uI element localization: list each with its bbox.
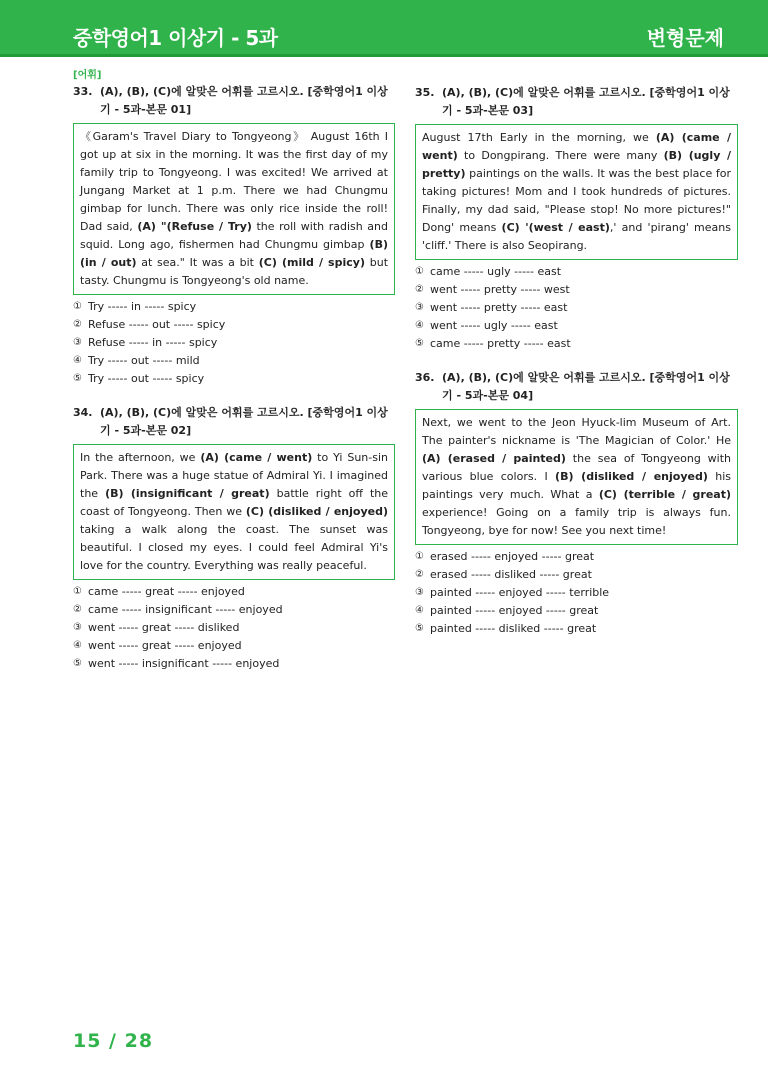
option-text: erased ----- disliked ----- great	[430, 568, 592, 581]
question-36	[415, 369, 738, 638]
passage-text: to Dongpirang. There were many	[457, 149, 664, 162]
option-number: ⑤	[415, 623, 424, 634]
answer-option	[415, 602, 738, 620]
passage-text: In the afternoon, we	[80, 451, 201, 464]
vocab-choice: (A) (came / went)	[422, 131, 731, 162]
question-prompt: (A), (B), (C)에 알맞은 어휘를 고르시오. [중학영어1 이상기 - 5과-본문 02]	[100, 406, 388, 437]
passage-text: taking a walk along the coast. The sunset was beautiful. I closed my eyes. I could feel Admiral Yi's love for the country. Everything was really peaceful.	[80, 523, 388, 572]
option-number: ③	[415, 587, 424, 598]
document-type: 변형문제	[646, 26, 724, 50]
option-number: ③	[73, 622, 82, 633]
vocab-choice: (A) (came / went)	[200, 451, 313, 464]
option-number: ③	[73, 337, 82, 348]
option-number: ①	[73, 301, 82, 312]
question-header	[415, 369, 738, 405]
answer-option	[73, 619, 395, 637]
answer-option	[415, 566, 738, 584]
option-number: ②	[415, 569, 424, 580]
question-header	[73, 83, 395, 119]
vocab-choice: (A) "(Refuse / Try)	[137, 220, 252, 233]
section-label: [어휘]	[73, 70, 102, 81]
answer-option	[415, 281, 738, 299]
vocab-choice: (C) (disliked / enjoyed)	[245, 505, 388, 518]
vocab-choice: (C) (mild / spicy)	[258, 256, 365, 269]
option-number: ④	[415, 320, 424, 331]
left-column	[73, 66, 395, 689]
question-number: 35.	[415, 86, 435, 99]
passage-text: the sea of Tongyeong with various blue colors. I	[422, 452, 732, 483]
option-text: Try ----- in ----- spicy	[88, 300, 197, 313]
passage-box	[415, 124, 738, 260]
option-number: ④	[73, 355, 82, 366]
answer-option	[415, 299, 738, 317]
option-number: ②	[73, 604, 82, 615]
option-text: went ----- pretty ----- east	[430, 301, 568, 314]
passage-text: at sea." It was a bit	[136, 256, 259, 269]
right-column	[415, 84, 738, 654]
question-prompt: (A), (B), (C)에 알맞은 어휘를 고르시오. [중학영어1 이상기 - 5과-본문 01]	[100, 85, 388, 116]
document-title: 중학영어1 이상기 - 5과	[73, 26, 278, 50]
option-text: came ----- great ----- enjoyed	[88, 585, 245, 598]
vocab-choice: (A) (erased / painted)	[422, 452, 566, 465]
option-text: came ----- insignificant ----- enjoyed	[88, 603, 283, 616]
passage-text: ,' and 'pirang' means 'cliff.' There is also Seopirang.	[422, 221, 731, 252]
option-text: went ----- insignificant ----- enjoyed	[88, 657, 280, 670]
answer-option	[73, 334, 395, 352]
answer-option	[415, 335, 738, 353]
question-header	[415, 84, 738, 120]
option-text: painted ----- enjoyed ----- terrible	[430, 586, 610, 599]
page-header	[0, 0, 768, 57]
option-text: Try ----- out ----- mild	[88, 354, 200, 367]
answer-option	[73, 655, 395, 673]
option-number: ①	[415, 551, 424, 562]
option-text: Refuse ----- in ----- spicy	[88, 336, 218, 349]
passage-text: experience! Going on a family trip is always fun. Tongyeong, bye for now! See you next time!	[422, 506, 731, 537]
passage-text: paintings on the walls. It was the best place for taking pictures! Mom and I took hundreds of pictures. Finally, my dad said, "Please stop! No more pictures!" Dong' means	[422, 167, 731, 234]
passage-text: to Yi Sun-sin Park. There was a huge statue of Admiral Yi. I imagined the	[80, 451, 389, 500]
option-text: went ----- great ----- enjoyed	[88, 639, 242, 652]
option-number: ①	[73, 586, 82, 597]
vocab-choice: (C) (terrible / great)	[598, 488, 731, 501]
option-number: ③	[415, 302, 424, 313]
vocab-choice: (B) (insignificant / great)	[105, 487, 270, 500]
question-33	[73, 83, 395, 388]
answer-option	[415, 548, 738, 566]
answer-option	[73, 316, 395, 334]
option-text: Try ----- out ----- spicy	[88, 372, 205, 385]
answer-option	[73, 370, 395, 388]
passage-box	[415, 409, 738, 545]
answer-options	[73, 583, 395, 673]
option-text: came ----- ugly ----- east	[430, 265, 562, 278]
option-text: went ----- ugly ----- east	[430, 319, 558, 332]
answer-option	[415, 317, 738, 335]
question-number: 34.	[73, 406, 93, 419]
passage-text: but tasty. Chungmu is Tongyeong's old name.	[80, 256, 389, 287]
option-number: ④	[415, 605, 424, 616]
passage-box	[73, 123, 395, 295]
question-prompt: (A), (B), (C)에 알맞은 어휘를 고르시오. [중학영어1 이상기 - 5과-본문 03]	[442, 86, 730, 117]
option-number: ①	[415, 266, 424, 277]
passage-text: his paintings very much. What a	[422, 470, 731, 501]
option-text: went ----- pretty ----- west	[430, 283, 570, 296]
vocab-choice: (C) '(west / east)	[501, 221, 610, 234]
option-text: erased ----- enjoyed ----- great	[430, 550, 595, 563]
vocab-choice: (B) (ugly / pretty)	[422, 149, 731, 180]
question-prompt: (A), (B), (C)에 알맞은 어휘를 고르시오. [중학영어1 이상기 - 5과-본문 04]	[442, 371, 730, 402]
passage-box	[73, 444, 395, 580]
answer-options	[415, 548, 738, 638]
option-text: Refuse ----- out ----- spicy	[88, 318, 226, 331]
page-number: 15 / 28	[73, 1030, 154, 1052]
question-number: 36.	[415, 371, 435, 384]
passage-text: Next, we went to the Jeon Hyuck-lim Museum of Art. The painter's nickname is 'The Magician of Color.' He	[422, 416, 731, 447]
passage-text: battle right off the coast of Tongyeong. Then we	[80, 487, 388, 518]
vocab-choice: (B) (in / out)	[80, 238, 388, 269]
option-number: ④	[73, 640, 82, 651]
option-number: ②	[415, 284, 424, 295]
answer-options	[415, 263, 738, 353]
vocab-choice: (B) (disliked / enjoyed)	[555, 470, 708, 483]
option-number: ②	[73, 319, 82, 330]
answer-option	[415, 620, 738, 638]
option-text: came ----- pretty ----- east	[430, 337, 571, 350]
answer-option	[73, 583, 395, 601]
question-35	[415, 84, 738, 353]
option-text: painted ----- enjoyed ----- great	[430, 604, 599, 617]
answer-options	[73, 298, 395, 388]
question-34	[73, 404, 395, 673]
answer-option	[73, 601, 395, 619]
answer-option	[73, 352, 395, 370]
answer-option	[73, 298, 395, 316]
option-number: ⑤	[73, 658, 82, 669]
option-number: ⑤	[415, 338, 424, 349]
question-header	[73, 404, 395, 440]
question-number: 33.	[73, 85, 93, 98]
passage-text: 《Garam's Travel Diary to Tongyeong》 August 16th I got up at six in the morning. It was the first day of my family trip to Tongyeong. I was excited! We arrived at Jungang Market at 1 p.m. There we had Chungmu gimbap for lunch. There was only rice inside the roll! Dad said,	[80, 130, 388, 233]
option-text: painted ----- disliked ----- great	[430, 622, 597, 635]
passage-text: August 17th Early in the morning, we	[422, 131, 656, 144]
answer-option	[415, 263, 738, 281]
answer-option	[415, 584, 738, 602]
answer-option	[73, 637, 395, 655]
option-text: went ----- great ----- disliked	[88, 621, 240, 634]
passage-text: the roll with radish and squid. Long ago, fishermen had Chungmu gimbap	[80, 220, 388, 251]
option-number: ⑤	[73, 373, 82, 384]
